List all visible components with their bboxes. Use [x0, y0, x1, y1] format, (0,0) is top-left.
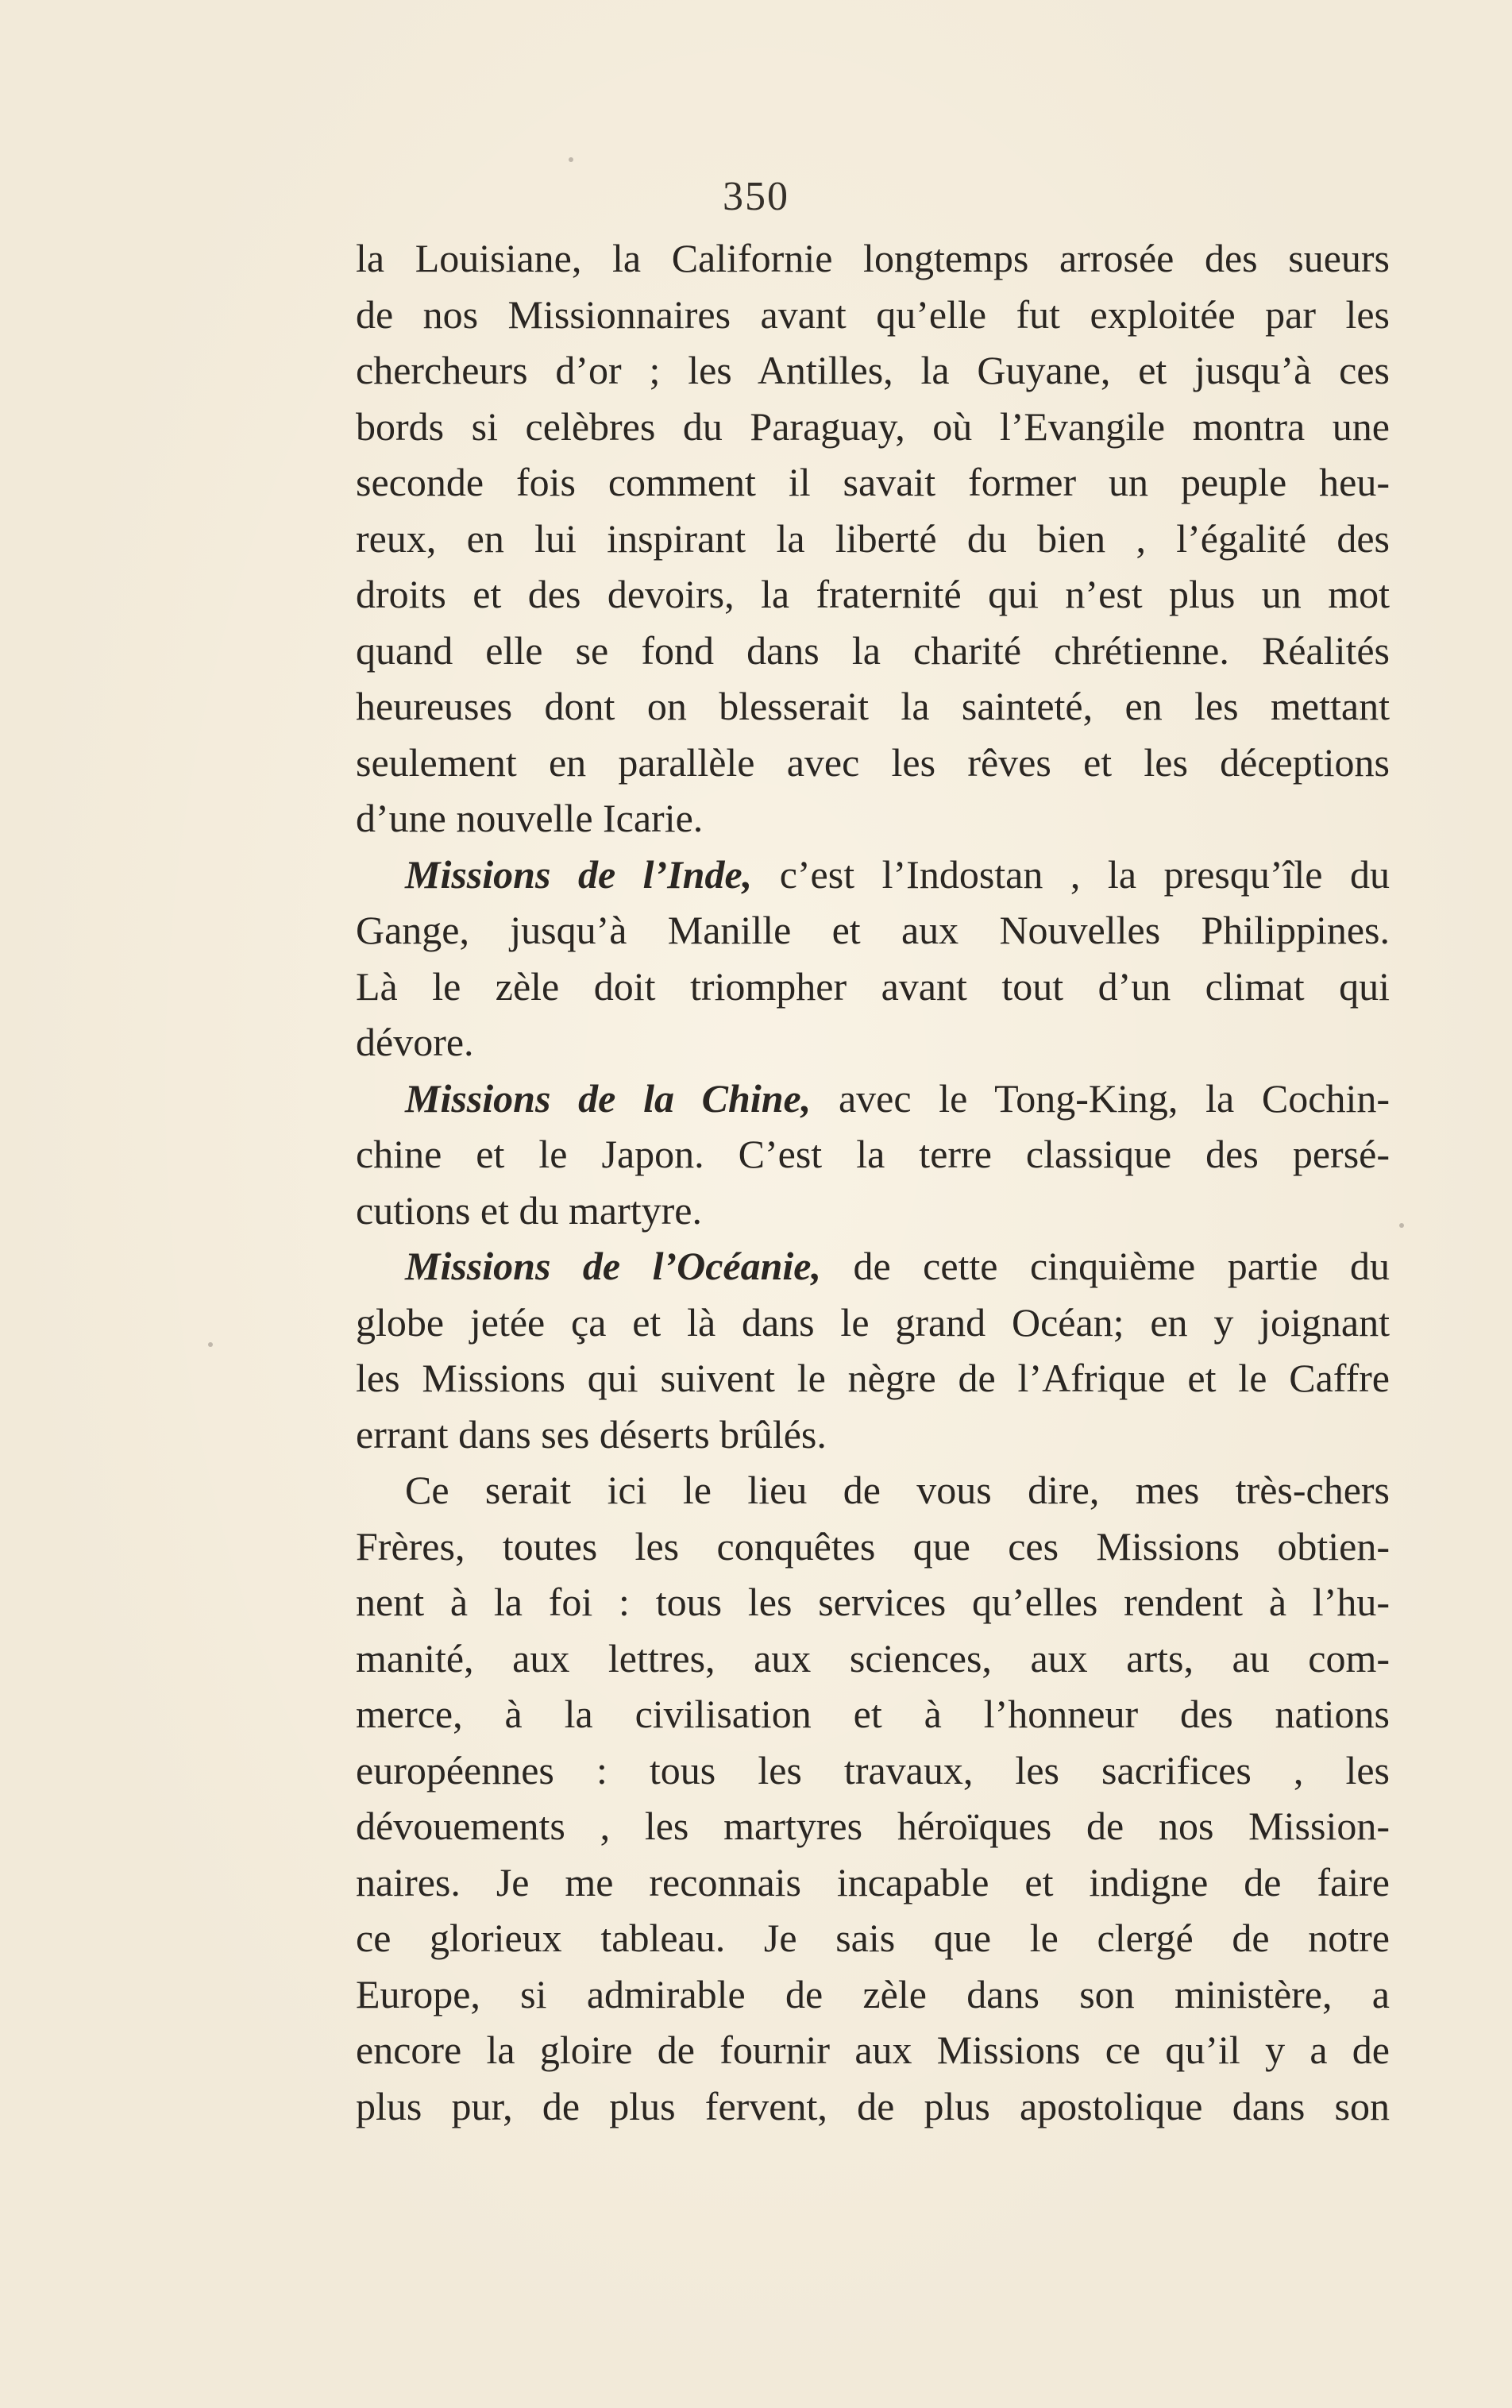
text-line: naires. Je me reconnais incapable et indigne de faire — [356, 1859, 1390, 1904]
paragraph — [356, 1462, 1390, 2134]
text-line: Frères, toutes les conquêtes que ces Missions obtien- — [356, 1523, 1390, 1569]
text-line: heureuses dont on blesserait la sainteté, en les mettant — [356, 684, 1390, 728]
text-fragment: c’est l’Indostan , la presqu’île du — [752, 851, 1390, 897]
text-line: errant dans ses déserts brûlés. — [356, 1411, 827, 1457]
text-line: les Missions qui suivent le nègre de l’Afrique et le Caffre — [356, 1356, 1390, 1400]
text-line: globe jetée ça et là dans le grand Océan; en y joignant — [356, 1299, 1390, 1345]
paper-speck — [569, 157, 573, 162]
body-text — [356, 230, 1390, 2134]
text-line — [356, 1071, 1390, 1127]
paper-speck — [208, 1342, 213, 1347]
text-line: nent à la foi : tous les services qu’elles rendent à l’hu- — [356, 1580, 1390, 1624]
text-line: manité, aux lettres, aux sciences, aux arts, au com- — [356, 1635, 1390, 1681]
text-line: Là le zèle doit triompher avant tout d’un climat qui — [356, 963, 1390, 1009]
text-line: d’une nouvelle Icarie. — [356, 796, 704, 840]
text-line: européennes : tous les travaux, les sacrifices , les — [356, 1747, 1390, 1792]
text-line: encore la gloire de fournir aux Missions ce qu’il y a de — [356, 2028, 1390, 2072]
paragraph-missions-oceanie — [356, 1238, 1390, 1462]
text-line: dévouements , les martyres héroïques de nos Mission- — [356, 1804, 1390, 1848]
text-line: la Louisiane, la Californie longtemps arrosée des sueurs — [356, 236, 1390, 280]
text-fragment: avec le Tong-King, la Cochin- — [811, 1075, 1390, 1121]
text-line — [356, 1238, 1390, 1295]
text-line: de nos Missionnaires avant qu’elle fut exploitée par les — [356, 291, 1390, 337]
paragraph — [356, 230, 1390, 847]
text-line: chercheurs d’or ; les Antilles, la Guyane, et jusqu’à ces — [356, 348, 1390, 392]
text-fragment: de cette cinquième partie du — [821, 1244, 1390, 1288]
text-line: seconde fois comment il savait former un peuple heu- — [356, 460, 1390, 504]
text-line: quand elle se fond dans la charité chrétienne. Réalités — [356, 627, 1390, 673]
mission-heading: Missions de l’Océanie, — [405, 1244, 821, 1288]
text-line: Gange, jusqu’à Manille et aux Nouvelles Philippines. — [356, 908, 1390, 952]
text-line: plus pur, de plus fervent, de plus apostolique dans son — [356, 2083, 1390, 2128]
text-line: merce, à la civilisation et à l’honneur des nations — [356, 1692, 1390, 1736]
text-line: Ce serait ici le lieu de vous dire, mes très-chers — [405, 1468, 1390, 1512]
mission-heading: Missions de la Chine, — [405, 1075, 812, 1121]
text-line: ce glorieux tableau. Je sais que le clergé de notre — [356, 1916, 1390, 1960]
paragraph-missions-inde — [356, 847, 1390, 1071]
text-line — [356, 847, 1390, 903]
text-line: bords si celèbres du Paraguay, où l’Evangile montra une — [356, 403, 1390, 449]
page-number: 350 — [723, 174, 789, 219]
paragraph-missions-chine — [356, 1071, 1390, 1239]
text-line: seulement en parallèle avec les rêves et les déceptions — [356, 739, 1390, 785]
text-line: chine et le Japon. C’est la terre classique des persé- — [356, 1132, 1390, 1176]
text-line: cutions et du martyre. — [356, 1187, 702, 1233]
text-line: dévore. — [356, 1020, 474, 1064]
text-line: droits et des devoirs, la fraternité qui n’est plus un mot — [356, 572, 1390, 616]
text-line: reux, en lui inspirant la liberté du bien , l’égalité des — [356, 515, 1390, 561]
paper-speck — [1399, 1223, 1404, 1228]
text-line: Europe, si admirable de zèle dans son ministère, a — [356, 1971, 1390, 2016]
mission-heading: Missions de l’Inde, — [405, 851, 753, 897]
